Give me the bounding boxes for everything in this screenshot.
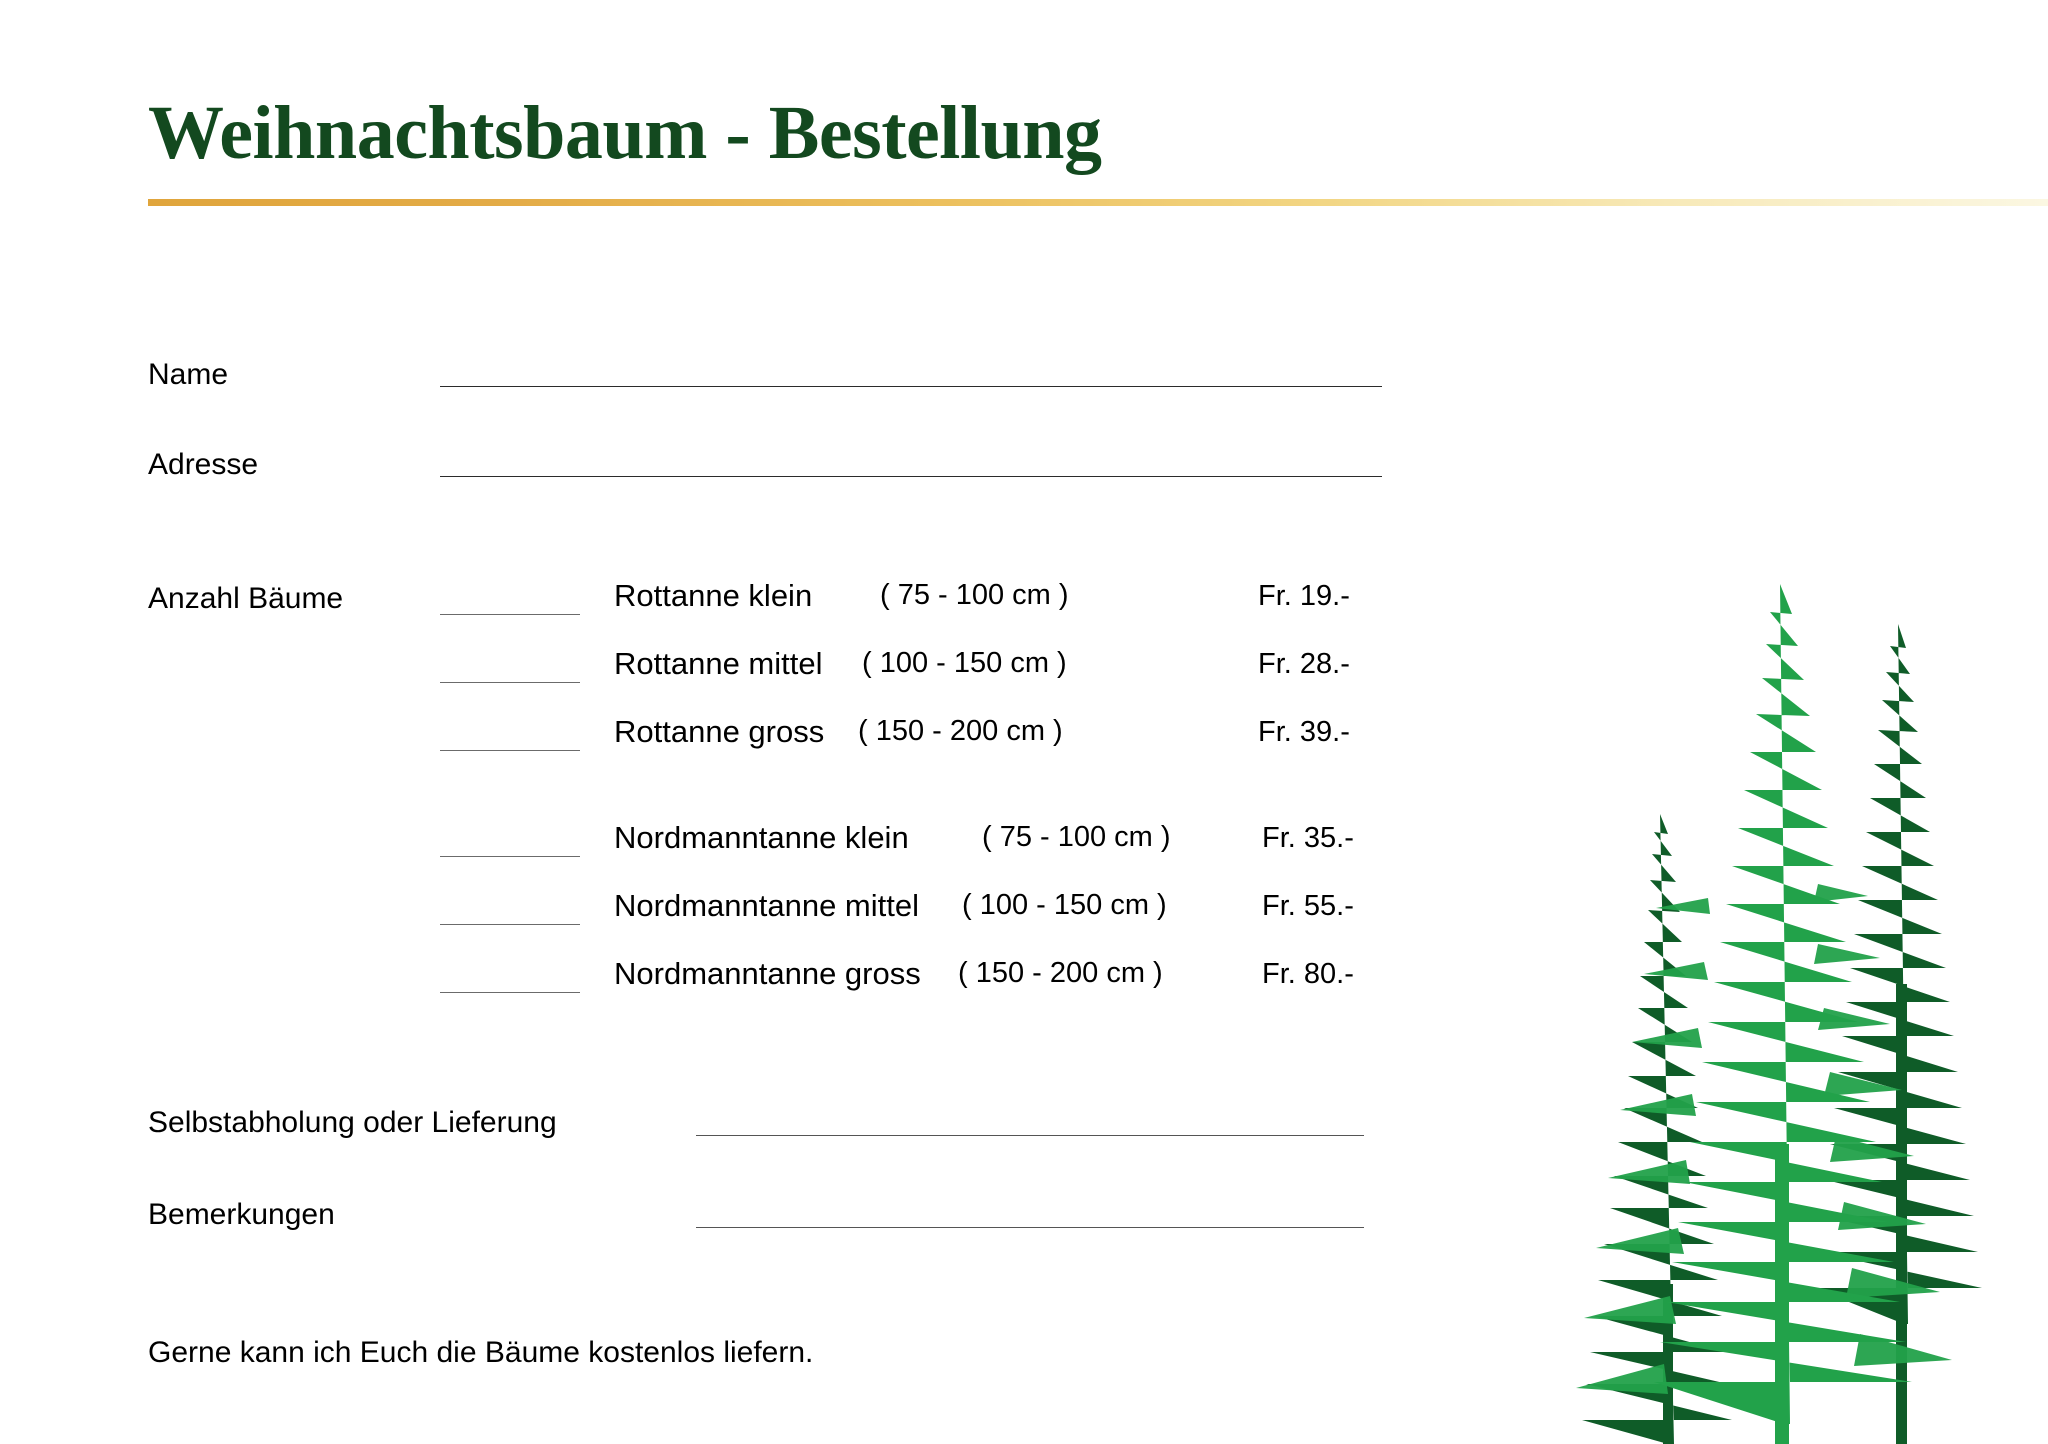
size-label: ( 75 - 100 cm ) [880,579,1069,611]
size-label: ( 150 - 200 cm ) [858,715,1063,747]
species-label: Rottanne gross [614,714,825,749]
price-label: Fr. 55.- [1262,890,1354,922]
input-adresse[interactable] [440,476,1382,477]
label-name: Name [148,358,229,391]
qty-input-rottanne-klein[interactable] [440,614,580,615]
size-label: ( 100 - 150 cm ) [962,889,1167,921]
species-label: Rottanne klein [614,578,813,613]
label-selbstabholung-lieferung: Selbstabholung oder Lieferung [148,1106,557,1139]
price-label: Fr. 28.- [1258,648,1350,680]
price-label: Fr. 80.- [1262,958,1354,990]
page-title: Weihnachtsbaum - Bestellung [148,91,1102,175]
species-label: Nordmanntanne mittel [614,888,919,923]
species-label: Nordmanntanne gross [614,956,921,991]
footer-note: Gerne kann ich Euch die Bäume kostenlos liefern. [148,1336,814,1369]
label-bemerkungen: Bemerkungen [148,1198,335,1231]
input-name[interactable] [440,386,1382,387]
species-label: Rottanne mittel [614,646,823,681]
size-label: ( 75 - 100 cm ) [982,821,1171,853]
input-selbstabholung-lieferung[interactable] [696,1135,1364,1136]
price-label: Fr. 39.- [1258,716,1350,748]
qty-input-rottanne-gross[interactable] [440,750,580,751]
page-header [148,91,2048,175]
price-label: Fr. 19.- [1258,580,1350,612]
order-row [0,888,1400,938]
size-label: ( 100 - 150 cm ) [862,647,1067,679]
qty-input-nordmanntanne-gross[interactable] [440,992,580,993]
title-underline-rule [148,199,2048,206]
order-row [0,956,1400,1006]
fir-trees-illustration [1568,584,2038,1444]
order-row [0,646,1400,696]
size-label: ( 150 - 200 cm ) [958,957,1163,989]
label-adresse: Adresse [148,448,259,481]
order-row [0,578,1400,628]
qty-input-nordmanntanne-klein[interactable] [440,856,580,857]
price-label: Fr. 35.- [1262,822,1354,854]
order-row [0,714,1400,764]
order-row [0,820,1400,870]
species-label: Nordmanntanne klein [614,820,909,855]
input-bemerkungen[interactable] [696,1227,1364,1228]
qty-input-nordmanntanne-mittel[interactable] [440,924,580,925]
label-anzahl-baeume: Anzahl Bäume [148,582,344,615]
qty-input-rottanne-mittel[interactable] [440,682,580,683]
